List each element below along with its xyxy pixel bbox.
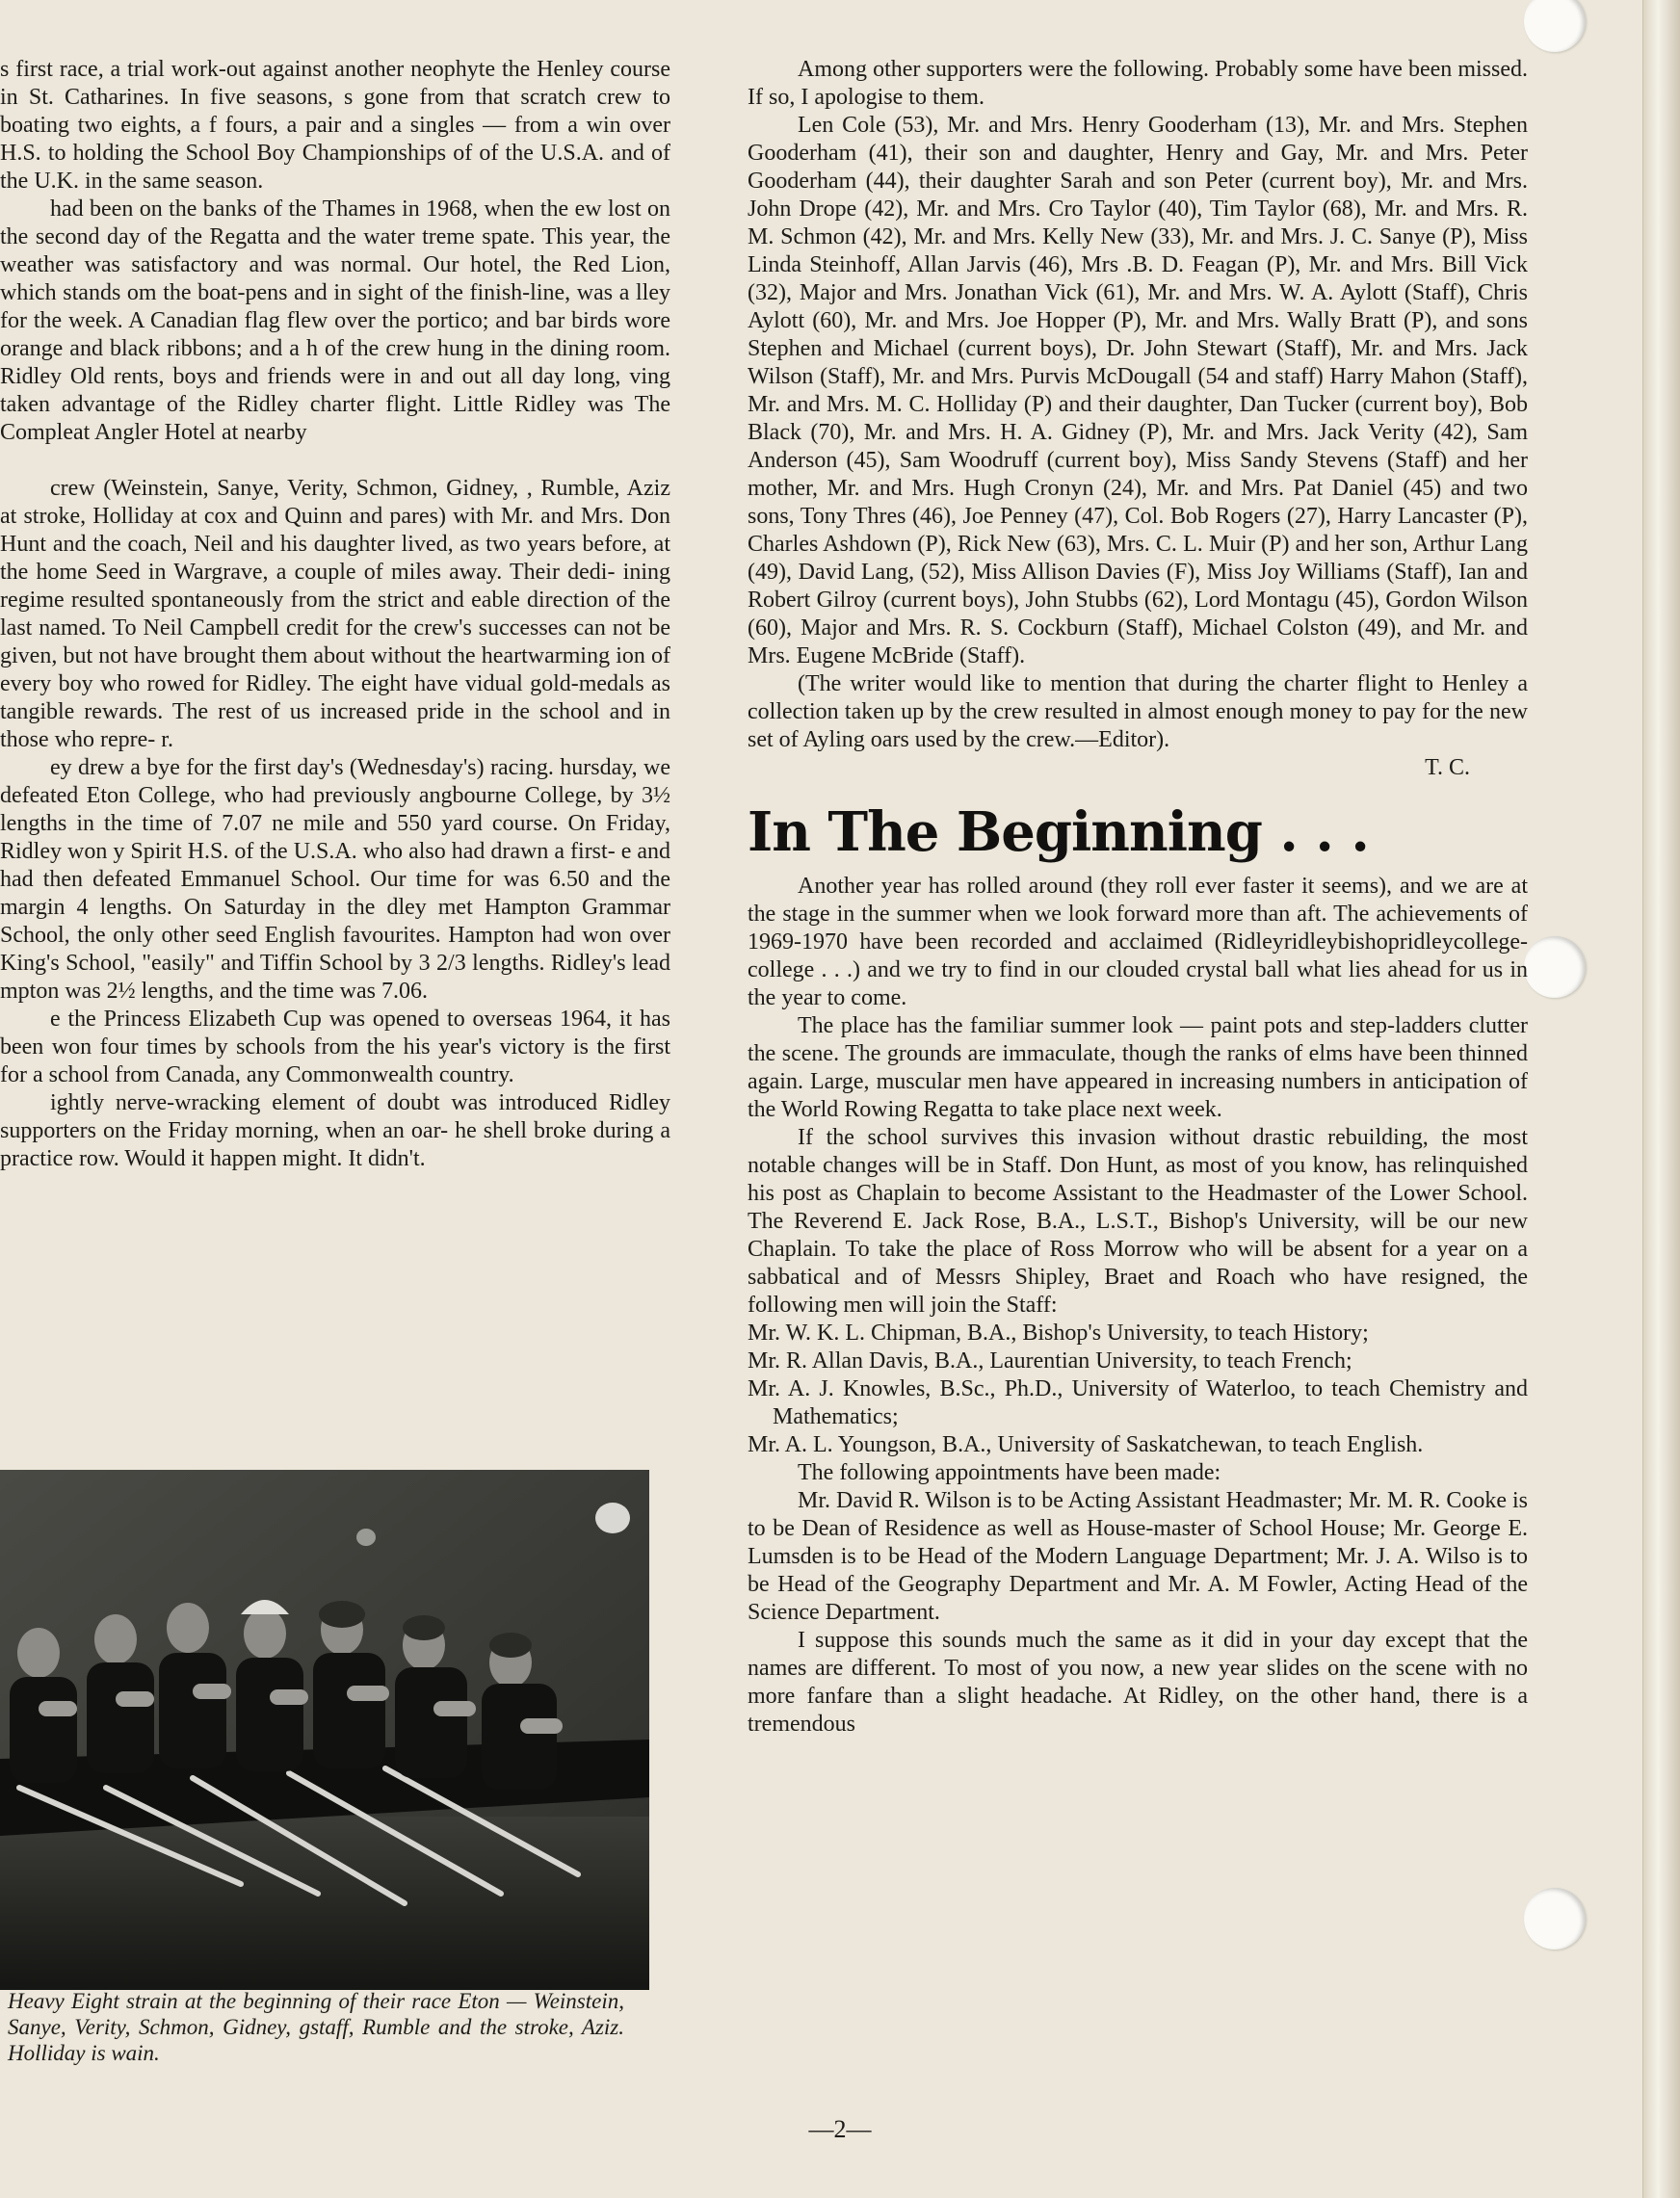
staff-list-item: Mr. A. L. Youngson, B.A., University of Saskatchewan, to teach English. xyxy=(748,1432,1424,1457)
rowing-crew-photo xyxy=(0,1470,649,1990)
left-paragraph: had been on the banks of the Thames in 1968, when the ew lost on the second day of the Regatta and the water treme spate. This year, the weather was satisfactory and was normal. Our hotel, the Red Lion, which stands om the boat-pens and in sight of the finish-line, was a lley for the week. A Canadian flag flew over the portico; and bar birds wore orange and black ribbons; and a h of the crew hung in the dining room. Ridley Old rents, boys and friends were in and out all day long, ving taken advantage of the Ridley charter flight. Little Ridley was The Compleat Angler Hotel at nearby xyxy=(0,196,670,445)
left-paragraph: ey drew a bye for the first day's (Wednesday's) racing. hursday, we defeated Eton College, who had previously angbourne College, by 3½ lengths in the time of 7.07 ne mile and 550 yard course. On Friday, Ridley won y Spirit H.S. of the U.S.A. who also had drawn a first- e and had then defeated Emmanuel School. Our time for was 6.50 and the margin 4 lengths. On Saturday in the dley met Hampton Grammar School, the only other seed English favourites. Hampton had won over King's School, "easily" and Tiffin School by 3 2/3 lengths. Ridley's lead mpton was 2½ lengths, and the time was 7.06. xyxy=(0,755,670,1004)
article-heading: In The Beginning . . . xyxy=(748,800,1369,864)
punch-hole-middle xyxy=(1524,936,1586,998)
author-signature: T. C. xyxy=(1425,755,1470,780)
page-number: —2— xyxy=(808,2115,872,2143)
article-paragraph: The following appointments have been made: xyxy=(798,1460,1221,1485)
article-paragraph: If the school survives this invasion without drastic rebuilding, the most notable changes will be in Staff. Don Hunt, as most of you know, has relinquished his post as Chaplain to become Assistant to the Headmaster of the Lower School. The Reverend E. Jack Rose, B.A., L.S.T., Bishop's University, will be our new Chaplain. To take the place of Ross Morrow who will be absent for a year on a sabbatical and of Messrs Shipley, Braet and Roach who have resigned, the following men will join the Staff: xyxy=(748,1125,1528,1318)
left-column xyxy=(0,56,670,1173)
supporters-intro: Among other supporters were the following. Probably some have been missed. If so, I apologise to them. xyxy=(748,57,1528,110)
editor-note: (The writer would like to mention that during the charter flight to Henley a collection taken up by the crew resulted in almost enough money to pay for the new set of Ayling oars used by the crew.—Editor). xyxy=(748,671,1528,752)
binding-edge xyxy=(1642,0,1680,2198)
left-paragraph: crew (Weinstein, Sanye, Verity, Schmon, Gidney, , Rumble, Aziz at stroke, Holliday at cox and Quinn and pares) with Mr. and Mrs. Don Hunt and the coach, Neil and his daughter lived, as two years before, at the home Seed in Wargrave, a couple of miles away. Their dedi- ining regime resulted spontaneously from the strict and eable direction of the last named. To Neil Campbell credit for the crew's successes can not be given, but not have brought them about without the heartwarming ion of every boy who rowed for Ridley. The eight have vidual gold-medals as tangible rewards. The rest of us increased pride in the school and in those who repre- r. xyxy=(0,476,670,752)
staff-list-item: Mr. R. Allan Davis, B.A., Laurentian University, to teach French; xyxy=(748,1348,1352,1374)
article-paragraph: The place has the familiar summer look — paint pots and step-ladders clutter the scene. The grounds are immaculate, though the ranks of elms have been thinned again. Large, muscular men have appeared in increasing numbers in anticipation of the World Rowing Regatta to take place next week. xyxy=(748,1013,1528,1122)
article-paragraph: Mr. David R. Wilson is to be Acting Assistant Headmaster; Mr. M. R. Cooke is to be Dean of Residence as well as House-master of School House; Mr. George E. Lumsden is to be Head of the Modern Language Department; Mr. J. A. Wilso is to be Head of the Geography Department and Mr. A. M Fowler, Acting Head of the Science Department. xyxy=(748,1488,1528,1625)
rowing-crew-illustration xyxy=(0,1470,649,1990)
left-paragraph: e the Princess Elizabeth Cup was opened to overseas 1964, it has been won four times by schools from the his year's victory is the first for a school from Canada, any Commonwealth country. xyxy=(0,1007,670,1087)
left-paragraph: ightly nerve-wracking element of doubt was introduced Ridley supporters on the Friday morning, when an oar- he shell broke during a practice row. Would it happen might. It didn't. xyxy=(0,1090,670,1171)
supporters-list: Len Cole (53), Mr. and Mrs. Henry Gooderham (13), Mr. and Mrs. Stephen Gooderham (41), their son and daughter, Henry and Gay, Mr. and Mrs. Peter Gooderham (44), their daughter Sarah and son Peter (current boy), Mr. and Mrs. John Drope (42), Mr. and Mrs. Cro Taylor (40), Tim Taylor (68), Mr. and Mrs. R. M. Schmon (42), Mr. and Mrs. Kelly New (33), Mr. and Mrs. J. C. Sanye (P), Miss Linda Steinhoff, Allan Jarvis (46), Mrs .B. D. Feagan (P), Mr. and Mrs. Bill Vick (32), Major and Mrs. Jonathan Vick (61), Mr. and Mrs. W. A. Aylott (Staff), Chris Aylott (60), Mr. and Mrs. Joe Hopper (P), Mr. and Mrs. Wally Bratt (P), and sons Stephen and Michael (current boys), Dr. John Stewart (Staff), Mr. and Mrs. Jack Wilson (Staff), Mr. and Mrs. Purvis McDougall (54 and staff) Harry Mahon (Staff), Mr. and Mrs. M. C. Holliday (P) and their daughter, Dan Tucker (current boy), Bob Black (70), Mr. and Mrs. H. A. Gidney (P), Mr. and Mrs. Jack Verity (42), Sam Anderson (45), Sam Woodruff (current boy), Miss Sandy Stevens (Staff) and her mother, Mr. and Mrs. Hugh Cronyn (24), Mr. and Mrs. Pat Daniel (45) and two sons, Tony Thres (46), Joe Penney (47), Col. Bob Rogers (27), Harry Lancaster (P), Charles Ashdown (P), Rick New (63), Mrs. C. L. Muir (P) and her son, Arthur Lang (49), David Lang, (52), Miss Allison Davies (F), Miss Joy Williams (Staff), Ian and Robert Gilroy (current boys), John Stubbs (62), Lord Montagu (45), Gordon Wilson (60), Major and Mrs. R. S. Cockburn (Staff), Michael Colston (49), and Mr. and Mrs. Eugene McBride (Staff). xyxy=(748,113,1528,668)
right-column xyxy=(748,56,1528,1739)
article-paragraph: Another year has rolled around (they roll ever faster it seems), and we are at the stage in the summer when we look forward more than aft. The achievements of 1969-1970 have been recorded and acclaimed (Ridleyridleybishopridleycollege-college . . .) and we try to find in our clouded crystal ball what lies ahead for us in the year to come. xyxy=(748,874,1528,1010)
punch-hole-top xyxy=(1524,0,1586,52)
staff-list-item: Mr. A. J. Knowles, B.Sc., Ph.D., University of Waterloo, to teach Chemistry and Mathematics; xyxy=(748,1376,1528,1429)
article-paragraph: I suppose this sounds much the same as it did in your day except that the names are different. To most of you now, a new year slides on the scene with no more fanfare than a slight headache. At Ridley, on the other hand, there is a tremendous xyxy=(748,1628,1528,1737)
photo-caption: Heavy Eight strain at the beginning of their race Eton — Weinstein, Sanye, Verity, Schmon, Gidney, gstaff, Rumble and the stroke, Aziz. Holliday is wain. xyxy=(8,1989,624,2065)
left-paragraph: s first race, a trial work-out against another neophyte the Henley course in St. Catharines. In five seasons, s gone from that scratch crew to boating two eights, a f fours, a pair and a singles — from a win over H.S. to holding the School Boy Championships of of the U.S.A. and of the U.K. in the same season. xyxy=(0,57,670,194)
punch-hole-bottom xyxy=(1524,1888,1586,1949)
staff-list-item: Mr. W. K. L. Chipman, B.A., Bishop's University, to teach History; xyxy=(748,1321,1369,1346)
